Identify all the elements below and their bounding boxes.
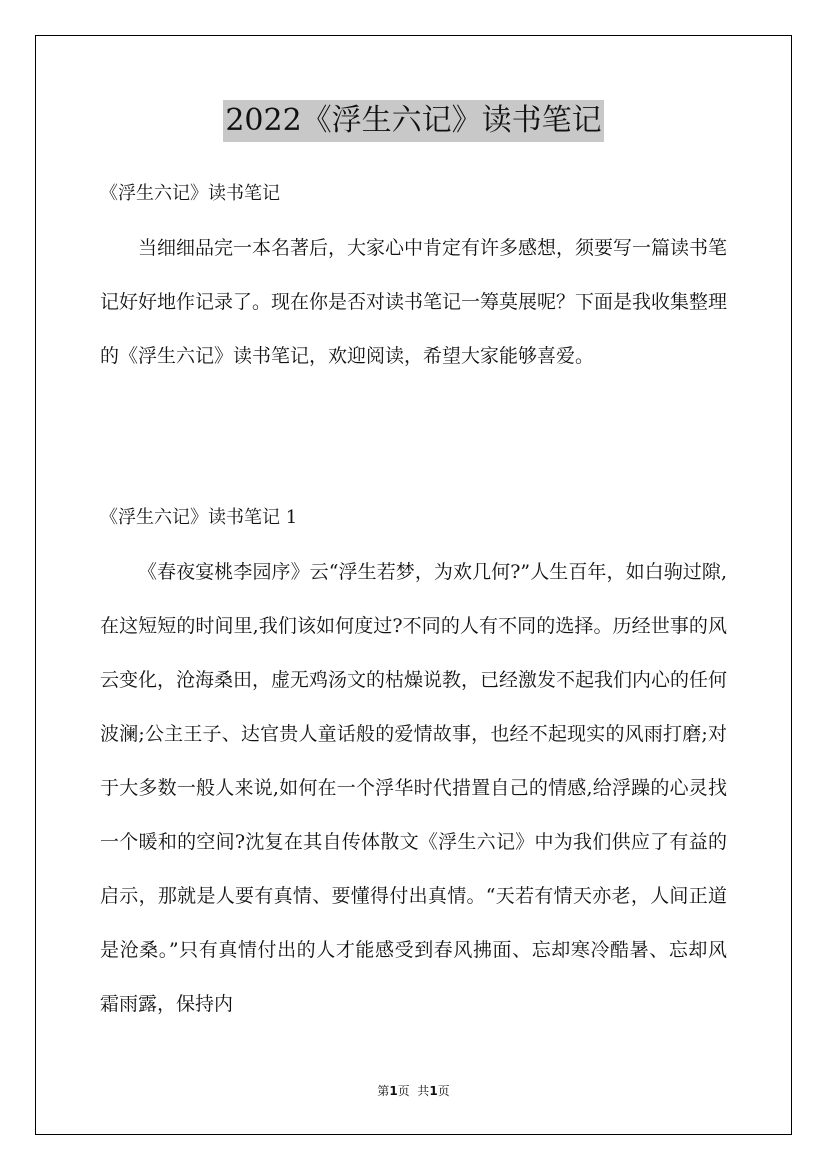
intro-paragraph: 当细细品完一本名著后，大家心中肯定有许多感想，须要写一篇读书笔记好好地作记录了。现在你是否对读书笔记一筹莫展呢？下面是我收集整理的《浮生六记》读书笔记，欢迎阅读，希望大家能够喜爱。 [100, 237, 728, 367]
section-heading: 《浮生六记》读书笔记 1 [100, 507, 298, 528]
footer-page-mid: 页 共 [397, 1084, 430, 1098]
document-title-wrapper [0, 100, 827, 142]
footer-page-prefix: 第 [377, 1084, 390, 1098]
section-body-paragraph: 《春夜宴桃李园序》云“浮生若梦，为欢几何?”人生百年，如白驹过隙,在这短短的时间里,我们该如何度过?不同的人有不同的选择。历经世事的风云变化，沧海桑田，虚无鸡汤文的枯燥说教，已经激发不起我们内心的任何波澜;公主王子、达官贵人童话般的爱情故事，也经不起现实的风雨打磨;对于大多数一般人来说,如何在一个浮华时代措置自己的情感,给浮躁的心灵找一个暖和的空间?沈复在其自传体散文《浮生六记》中为我们供应了有益的启示，那就是人要有真情、要懂得付出真情。“天若有情天亦老，人间正道是沧桑。”只有真情付出的人才能感受到春风拂面、忘却寒冷酷暑、忘却风霜雨露，保持内 [100, 561, 728, 1015]
footer-total-pages: 1 [429, 1084, 438, 1098]
footer-page-number: 1 [389, 1084, 398, 1098]
footer-page-suffix: 页 [437, 1084, 450, 1098]
page-footer [0, 1083, 827, 1099]
document-subtitle: 《浮生六记》读书笔记 [100, 183, 280, 204]
document-title: 2022《浮生六记》读书笔记 [223, 100, 603, 142]
